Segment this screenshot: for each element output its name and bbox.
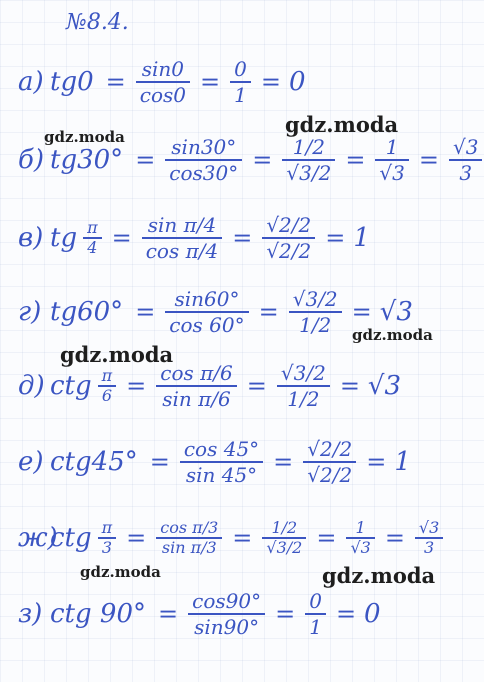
denominator: sin π/3 <box>161 538 217 557</box>
equals-sign: = <box>246 372 267 400</box>
denominator: 3 <box>424 538 435 557</box>
numerator: π <box>101 518 113 537</box>
watermark: gdz.moda <box>352 326 433 344</box>
equals-sign: = <box>199 68 221 96</box>
lhs: tg60° <box>50 297 124 327</box>
denominator: 3 <box>101 538 112 557</box>
lhs: ctg 90° <box>50 599 147 629</box>
numerator: sin60° <box>174 287 240 311</box>
numerator: sin0 <box>141 57 184 81</box>
numerator: 0 <box>309 589 322 613</box>
fraction <box>180 437 263 487</box>
result: √3 <box>379 297 413 327</box>
numerator: sin30° <box>171 135 237 159</box>
equals-sign: = <box>232 524 253 552</box>
fraction <box>98 367 117 405</box>
numerator: 1/2 <box>271 518 298 537</box>
equals-sign: = <box>384 524 405 552</box>
denominator: 1 <box>309 615 322 639</box>
fraction <box>83 219 102 257</box>
numerator: √2/2 <box>307 437 353 461</box>
equals-sign: = <box>135 298 156 326</box>
equals-sign: = <box>366 448 387 476</box>
line-a <box>18 52 309 112</box>
fraction <box>449 135 482 185</box>
watermark: gdz.moda <box>44 128 125 146</box>
result: 1 <box>353 223 370 253</box>
equals-sign: = <box>111 224 132 252</box>
denominator: √3 <box>379 161 405 185</box>
lhs: tg <box>50 223 78 253</box>
numerator: cos π/6 <box>160 361 233 385</box>
fraction <box>262 519 306 557</box>
denominator: sin90° <box>194 615 260 639</box>
denominator: 1/2 <box>299 313 332 337</box>
numerator: 0 <box>234 57 247 81</box>
denominator: cos π/4 <box>145 239 219 263</box>
denominator: sin π/6 <box>162 387 231 411</box>
result: 0 <box>288 67 306 97</box>
item-label: г) <box>18 297 42 327</box>
numerator: √3/2 <box>280 361 326 385</box>
equals-sign: = <box>275 600 296 628</box>
item-label: а) <box>18 67 44 97</box>
watermark: gdz.moda <box>285 112 399 137</box>
numerator: sin π/4 <box>147 213 217 237</box>
fraction <box>142 213 222 263</box>
equals-sign: = <box>258 298 279 326</box>
equals-sign: = <box>126 524 147 552</box>
denominator: √2/2 <box>307 463 353 487</box>
equals-sign: = <box>260 68 281 96</box>
equals-sign: = <box>316 524 337 552</box>
fraction <box>165 135 242 185</box>
line-e <box>18 432 415 492</box>
fraction <box>375 135 408 185</box>
fraction <box>165 287 248 337</box>
fraction <box>262 213 315 263</box>
item-label: ж) <box>18 523 58 553</box>
numerator: √3 <box>418 518 440 537</box>
item-label: в) <box>18 223 44 253</box>
numerator: 1 <box>385 135 399 159</box>
equals-sign: = <box>345 146 366 174</box>
denominator: sin 45° <box>185 463 258 487</box>
equals-sign: = <box>158 600 179 628</box>
fraction <box>282 135 335 185</box>
fraction <box>415 519 443 557</box>
fraction <box>156 519 222 557</box>
item-label: б) <box>18 145 45 175</box>
numerator: π <box>101 366 113 385</box>
equals-sign: = <box>232 224 253 252</box>
result: 1 <box>394 447 411 477</box>
result: 0 <box>364 599 381 629</box>
denominator: √3/2 <box>266 538 303 557</box>
fraction <box>277 361 330 411</box>
numerator: 1 <box>355 518 366 537</box>
line-v <box>18 208 374 268</box>
item-label: д) <box>18 371 45 401</box>
equals-sign: = <box>105 68 126 96</box>
numerator: √3/2 <box>292 287 338 311</box>
numerator: cos 45° <box>183 437 260 461</box>
equals-sign: = <box>252 146 273 174</box>
numerator: √3 <box>453 135 479 159</box>
denominator: √3 <box>350 538 371 557</box>
denominator: 3 <box>459 161 473 185</box>
watermark: gdz.moda <box>80 563 161 581</box>
fraction <box>188 589 265 639</box>
denominator: 4 <box>87 238 98 257</box>
equals-sign: = <box>135 146 156 174</box>
numerator: cos π/3 <box>160 518 219 537</box>
line-zh <box>18 508 445 568</box>
equals-sign: = <box>418 146 439 174</box>
lhs: tg30° <box>50 145 124 175</box>
fraction <box>289 287 342 337</box>
lhs: tg0 <box>50 67 94 97</box>
fraction <box>98 519 117 557</box>
fraction <box>346 519 374 557</box>
watermark: gdz.moda <box>322 563 436 588</box>
result: √3 <box>367 371 402 401</box>
fraction <box>156 361 236 411</box>
lhs: ctg <box>50 371 92 401</box>
equals-sign: = <box>126 372 147 400</box>
equals-sign: = <box>335 600 357 628</box>
numerator: √2/2 <box>266 213 312 237</box>
denominator: 6 <box>101 386 112 405</box>
denominator: √3/2 <box>286 161 332 185</box>
denominator: 1/2 <box>287 387 320 411</box>
equals-sign: = <box>149 448 170 476</box>
lhs: ctg45° <box>50 447 138 477</box>
equals-sign: = <box>339 372 360 400</box>
lhs: ctg <box>50 523 92 553</box>
fraction <box>303 437 356 487</box>
fraction <box>230 57 251 107</box>
equals-sign: = <box>273 448 294 476</box>
denominator: cos 60° <box>169 313 245 337</box>
numerator: π <box>87 218 98 237</box>
line-z <box>18 584 385 644</box>
numerator: 1/2 <box>292 135 325 159</box>
numerator: cos90° <box>192 589 262 613</box>
fraction <box>136 57 190 107</box>
denominator: √2/2 <box>266 239 312 263</box>
denominator: cos0 <box>139 83 186 107</box>
exercise-number: №8.4. <box>66 10 129 35</box>
watermark: gdz.moda <box>60 342 174 367</box>
fraction <box>305 589 326 639</box>
denominator: cos30° <box>169 161 239 185</box>
equals-sign: = <box>351 298 372 326</box>
denominator: 1 <box>234 83 247 107</box>
equals-sign: = <box>325 224 346 252</box>
item-label: з) <box>18 599 43 629</box>
item-label: е) <box>18 447 44 477</box>
